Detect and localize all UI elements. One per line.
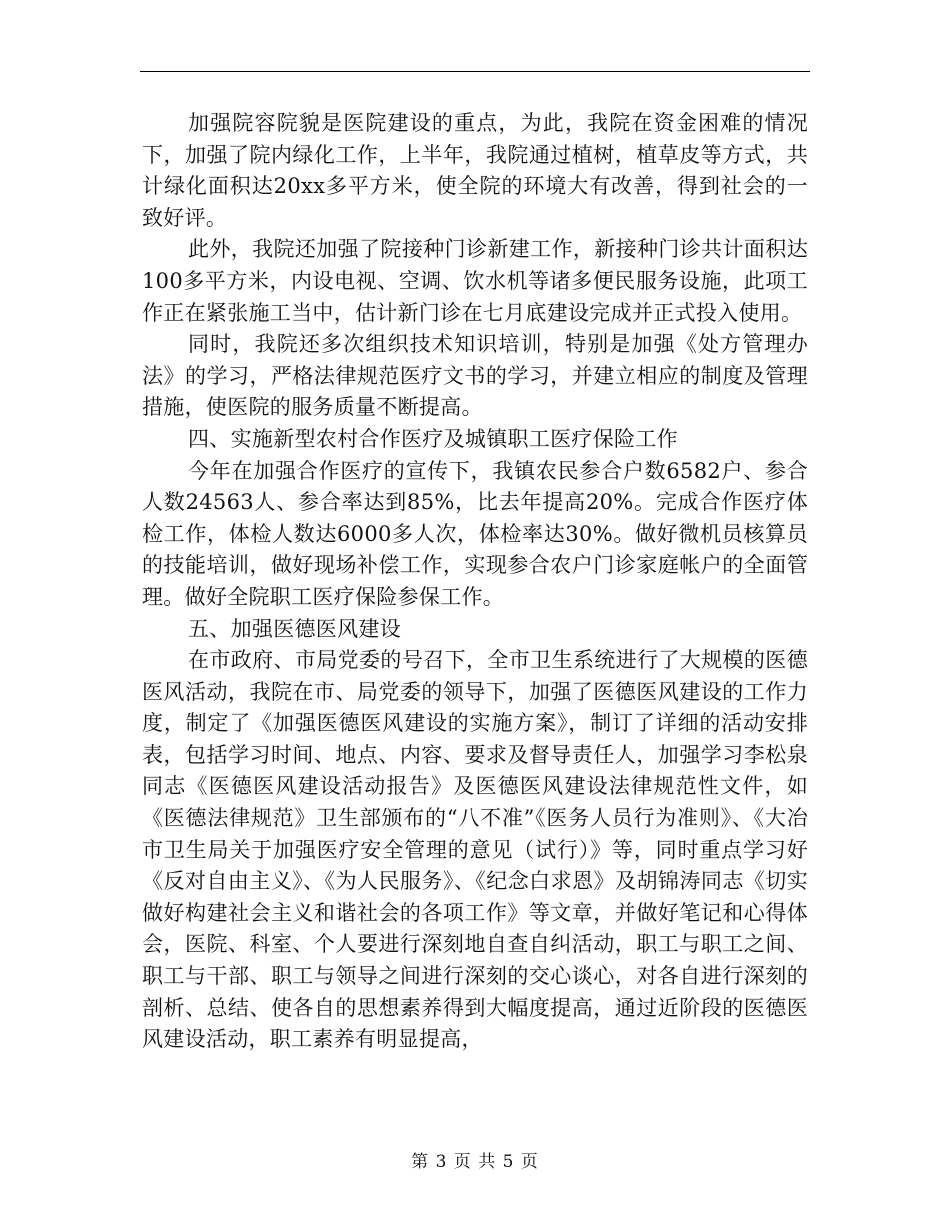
page-number-footer: 第 3 页 共 5 页 (411, 1152, 539, 1172)
section-heading-five: 五、加强医德医风建设 (188, 616, 401, 641)
header-rule (140, 71, 810, 72)
paragraph-greening: 加强院容院貌是医院建设的重点，为此，我院在资金困难的情况下，加强了院内绿化工作，上半年，我院通过植树，植草皮等方式，共计绿化面积达20xx多平方米，使全院的环境大有改善，得到社会的一致好评。 (142, 111, 808, 230)
paragraph-medical-ethics: 在市政府、市局党委的号召下，全市卫生系统进行了大规模的医德医风活动，我院在市、局党委的领导下，加强了医德医风建设的工作力度，制定了《加强医德医风建设的实施方案》，制订了详细的活动安排表，包括学习时间、地点、内容、要求及督导责任人，加强学习李松泉同志《医德医风建设活动报告》及医德医风建设法律规范性文件，如《医德法律规范》卫生部颁布的“八不准”《医务人员行为准则》、《大冶市卫生局关于加强医疗安全管理的意见（试行）》等，同时重点学习好《反对自由主义》、《为人民服务》、《纪念白求恩》及胡锦涛同志《切实做好构建社会主义和谐社会的各项工作》等文章，并做好笔记和心得体会，医院、科室、个人要进行深刻地自查自纠活动，职工与职工之间、职工与干部、职工与领导之间进行深刻的交心谈心，对各自进行深刻的剖析、总结、使各自的思想素养得到大幅度提高，通过近阶段的医德医风建设活动，职工素养有明显提高， (142, 648, 808, 1052)
paragraph-cooperative-medical: 今年在加强合作医疗的宣传下，我镇农民参合户数6582户、参合人数24563人、参合率达到85%，比去年提高20%。完成合作医疗体检工作，体检人数达6000多人次，体检率达30%。做好微机员核算员的技能培训，做好现场补偿工作，实现参合农户门诊家庭帐户的全面管理。做好全院职工医疗保险参保工作。 (142, 458, 808, 609)
document-body (142, 108, 808, 1056)
paragraph-training: 同时，我院还多次组织技术知识培训，特别是加强《处方管理办法》的学习，严格法律规范医疗文书的学习，并建立相应的制度及管理措施，使医院的服务质量不断提高。 (142, 332, 808, 420)
section-heading-four: 四、实施新型农村合作医疗及城镇职工医疗保险工作 (188, 426, 678, 451)
paragraph-vaccination-clinic: 此外，我院还加强了院接种门诊新建工作，新接种门诊共计面积达100多平方米，内设电视、空调、饮水机等诸多便民服务设施，此项工作正在紧张施工当中，估计新门诊在七月底建设完成并正式投入使用。 (142, 237, 808, 325)
